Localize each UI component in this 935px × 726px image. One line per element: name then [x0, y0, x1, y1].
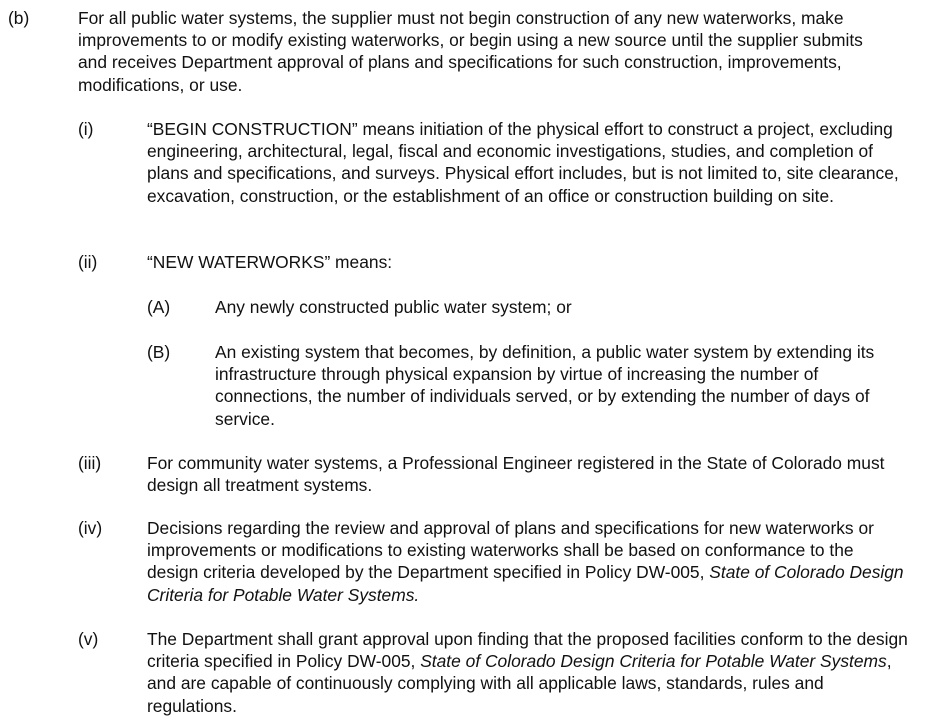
item-v-text: [147, 628, 917, 717]
item-iv-text: [147, 517, 909, 606]
paragraph-b-text: For all public water systems, the supplier must not begin construction of any new waterworks, make improvements to or modify existing waterworks, or begin using a new source until the supplier submits and receives Department approval of plans and specifications for such construction, improvements, modifications, or use.: [78, 8, 863, 95]
subitem-a-label: (A): [147, 297, 171, 317]
item-iii-label: (iii): [78, 453, 102, 473]
item-iii-text: For community water systems, a Professional Engineer registered in the State of Colorado must design all treatment systems.: [147, 453, 885, 496]
item-i-text: “BEGIN CONSTRUCTION” means initiation of the physical effort to construct a project, excluding engineering, architectural, legal, fiscal and economic investigations, studies, and completion of plans and specifications, and surveys. Physical effort includes, but is not limited to, site clearance, excavation, construction, or the establishment of an office or construction building on site.: [147, 119, 899, 206]
item-iv-text-main: Decisions regarding the review and approval of plans and specifications for new waterworks or improvements or modifications to existing waterworks shall be based on conformance to the design criteria developed by the Department specified in Policy DW-005,: [147, 518, 874, 583]
item-ii-label: (ii): [78, 252, 98, 272]
subitem-b-text: An existing system that becomes, by definition, a public water system by extending its infrastructure through physical expansion by virtue of increasing the number of connections, the number of individuals served, or by extending the number of days of service.: [215, 342, 875, 429]
item-v-label: (v): [78, 629, 99, 649]
item-ii-text: “NEW WATERWORKS” means:: [147, 252, 393, 272]
item-i-label: (i): [78, 119, 94, 139]
subitem-b-label: (B): [147, 342, 171, 362]
item-v-text-tail: , and are capable of continuously complying with all applicable laws, standards, rules and regulations.: [147, 651, 892, 716]
paragraph-b-label: (b): [8, 8, 30, 28]
item-v-text-main: The Department shall grant approval upon finding that the proposed facilities conform to the design criteria specified in Policy DW-005,: [147, 629, 908, 672]
item-iv-label: (iv): [78, 518, 103, 538]
item-iv-text-title: State of Colorado Design Criteria for Potable Water Systems.: [147, 562, 904, 605]
item-v-text-title: State of Colorado Design Criteria for Potable Water Systems: [420, 651, 887, 672]
subitem-a-text: Any newly constructed public water system; or: [215, 297, 572, 317]
